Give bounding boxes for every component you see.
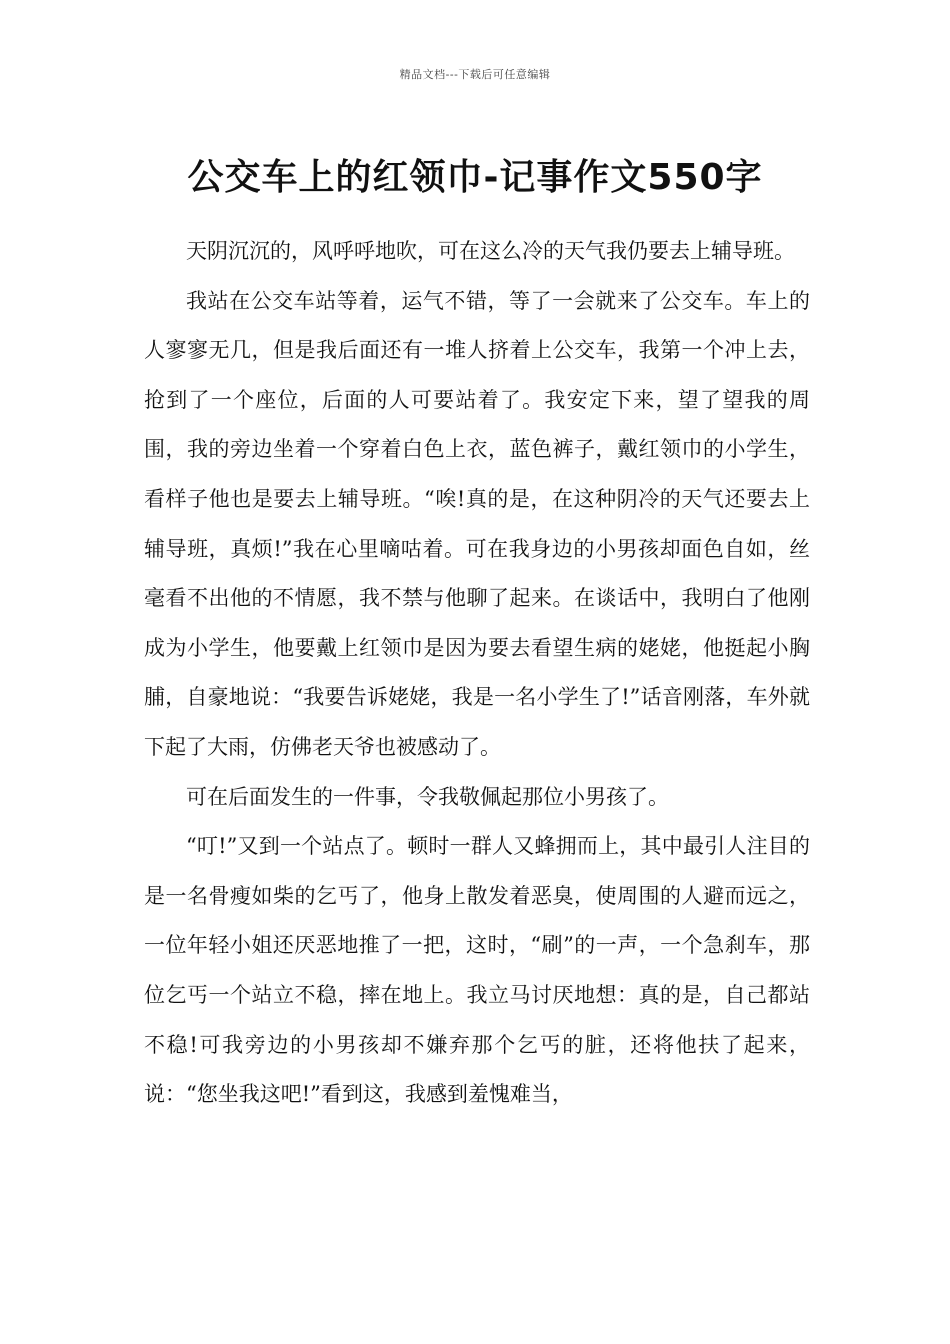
paragraph-3: 可在后面发生的一件事，令我敬佩起那位小男孩了。 bbox=[186, 784, 669, 809]
page-header-note: 精品文档---下载后可任意编辑 bbox=[399, 68, 551, 81]
paragraph-2: 我站在公交车站等着，运气不错，等了一会就来了公交车。车上的人寥寥无几，但是我后面还有一堆人挤着上公交车，我第一个冲上去，抢到了一个座位，后面的人可要站着了。我安定下来，望了望我的周围，我的旁边坐着一个穿着白色上衣，蓝色裤子，戴红领巾的小学生，看样子他也是要去上辅导班。“唉!真的是，在这种阴冷的天气还要去上辅导班，真烦!”我在心里嘀咕着。可在我身边的小男孩却面色自如，丝毫看不出他的不情愿，我不禁与他聊了起来。在谈话中，我明白了他刚成为小学生，他要戴上红领巾是因为要去看望生病的姥姥，他挺起小胸脯，自豪地说：“我要告诉姥姥，我是一名小学生了!”话音刚落，车外就下起了大雨，仿佛老天爷也被感动了。 bbox=[144, 288, 810, 759]
paragraph-1: 天阴沉沉的，风呼呼地吹，可在这么冷的天气我仍要去上辅导班。 bbox=[186, 239, 795, 263]
document-title: 公交车上的红领巾-记事作文550字 bbox=[187, 157, 763, 199]
document-body bbox=[144, 227, 810, 1120]
paragraph-4: “叮!”又到一个站点了。顿时一群人又蜂拥而上，其中最引人注目的是一名骨瘦如柴的乞丐了，他身上散发着恶臭，使周围的人避而远之，一位年轻小姐还厌恶地推了一把，这时，“刷”的一声，一个急刹车，那位乞丐一个站立不稳，摔在地上。我立马讨厌地想：真的是，自己都站不稳!可我旁边的小男孩却不嫌弃那个乞丐的脏，还将他扶了起来，说：“您坐我这吧!”看到这，我感到羞愧难当， bbox=[144, 834, 810, 1107]
